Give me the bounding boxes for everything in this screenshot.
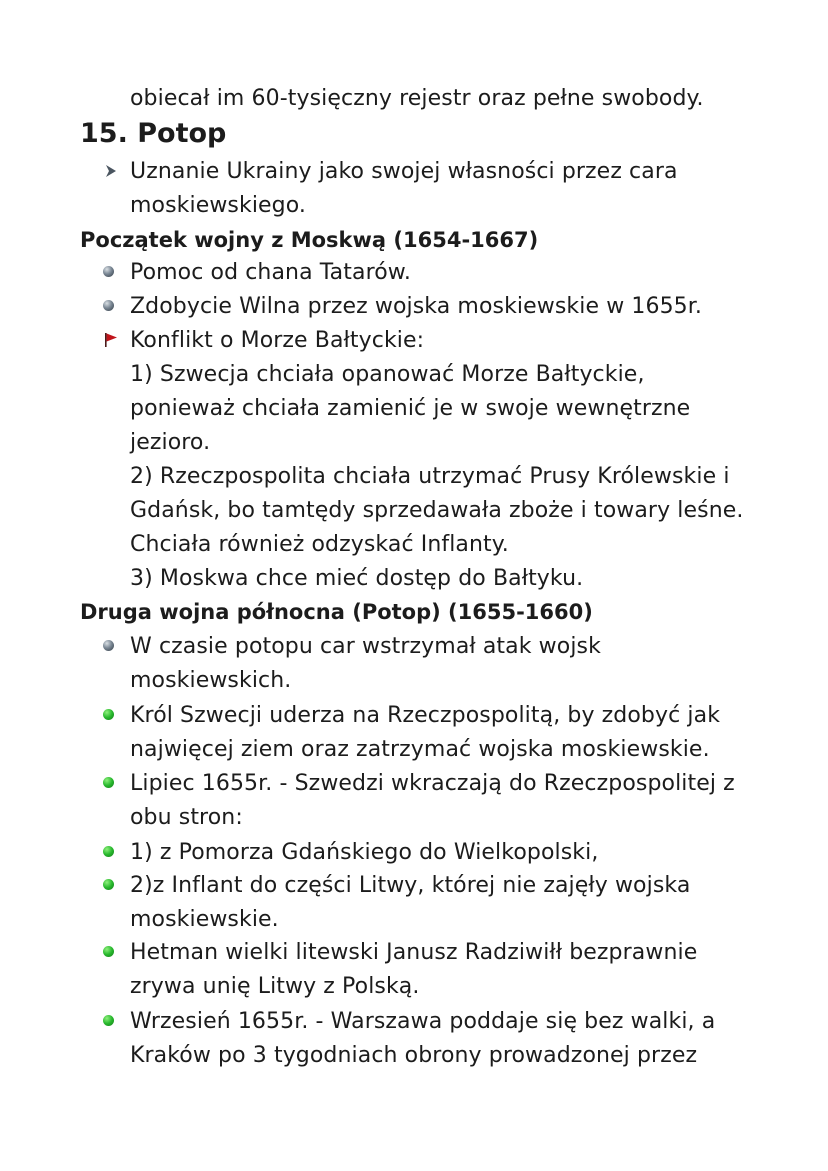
bullet-text: Lipiec 1655r. - Szwedzi wkraczają do Rzeczpospolitej z — [130, 771, 735, 796]
bullet-text: Król Szwecji uderza na Rzeczpospolitą, by zdobyć jak — [130, 703, 721, 728]
text-line: najwięcej ziem oraz zatrzymać wojska moskiewskie. — [130, 737, 710, 762]
green-dot-icon — [103, 1015, 114, 1026]
text-line: Chciała również odzyskać Inflanty. — [130, 532, 509, 557]
green-dot-icon — [103, 946, 114, 957]
grey-dot-icon — [103, 640, 114, 651]
green-dot-icon — [103, 709, 114, 720]
bullet-text: Uznanie Ukrainy jako swojej własności przez cara — [130, 159, 678, 184]
text-line: moskiewskiego. — [130, 193, 307, 218]
text-line: obu stron: — [130, 805, 243, 830]
red-flag-icon — [104, 332, 118, 348]
green-dot-icon — [103, 777, 114, 788]
grey-dot-icon — [103, 300, 114, 311]
subheading-polnocna: Druga wojna północna (Potop) (1655-1660) — [80, 600, 593, 624]
bullet-text: Zdobycie Wilna przez wojska moskiewskie w 1655r. — [130, 294, 702, 319]
section-heading-potop: 15. Potop — [80, 118, 227, 149]
text-line: zrywa unię Litwy z Polską. — [130, 974, 420, 999]
bullet-text: W czasie potopu car wstrzymał atak wojsk — [130, 634, 601, 659]
bullet-text: 1) z Pomorza Gdańskiego do Wielkopolski, — [130, 840, 599, 865]
text-line: 1) Szwecja chciała opanować Morze Bałtyckie, — [130, 362, 645, 387]
green-dot-icon — [103, 879, 114, 890]
green-dot-icon — [103, 846, 114, 857]
bullet-text: 2)z Inflant do części Litwy, której nie zajęły wojska — [130, 873, 691, 898]
bullet-text: Wrzesień 1655r. - Warszawa poddaje się bez walki, a — [130, 1009, 716, 1034]
bullet-text: Pomoc od chana Tatarów. — [130, 260, 411, 285]
text-line: moskiewskie. — [130, 907, 279, 932]
text-line: 2) Rzeczpospolita chciała utrzymać Prusy Królewskie i — [130, 464, 730, 489]
text-line: Kraków po 3 tygodniach obrony prowadzonej przez — [130, 1043, 698, 1068]
grey-dot-icon — [103, 266, 114, 277]
text-line: 3) Moskwa chce mieć dostęp do Bałtyku. — [130, 566, 584, 591]
text-line: obiecał im 60-tysięczny rejestr oraz pełne swobody. — [130, 86, 704, 111]
bullet-text: Konflikt o Morze Bałtyckie: — [130, 328, 425, 353]
text-line: ponieważ chciała zamienić je w swoje wewnętrzne — [130, 396, 691, 421]
subheading-moskwa: Początek wojny z Moskwą (1654-1667) — [80, 228, 539, 252]
text-line: Gdańsk, bo tamtędy sprzedawała zboże i towary leśne. — [130, 498, 744, 523]
text-line: jezioro. — [130, 430, 211, 455]
text-line: moskiewskich. — [130, 668, 292, 693]
bullet-text: Hetman wielki litewski Janusz Radziwiłł bezprawnie — [130, 940, 698, 965]
arrow-icon — [104, 164, 118, 178]
